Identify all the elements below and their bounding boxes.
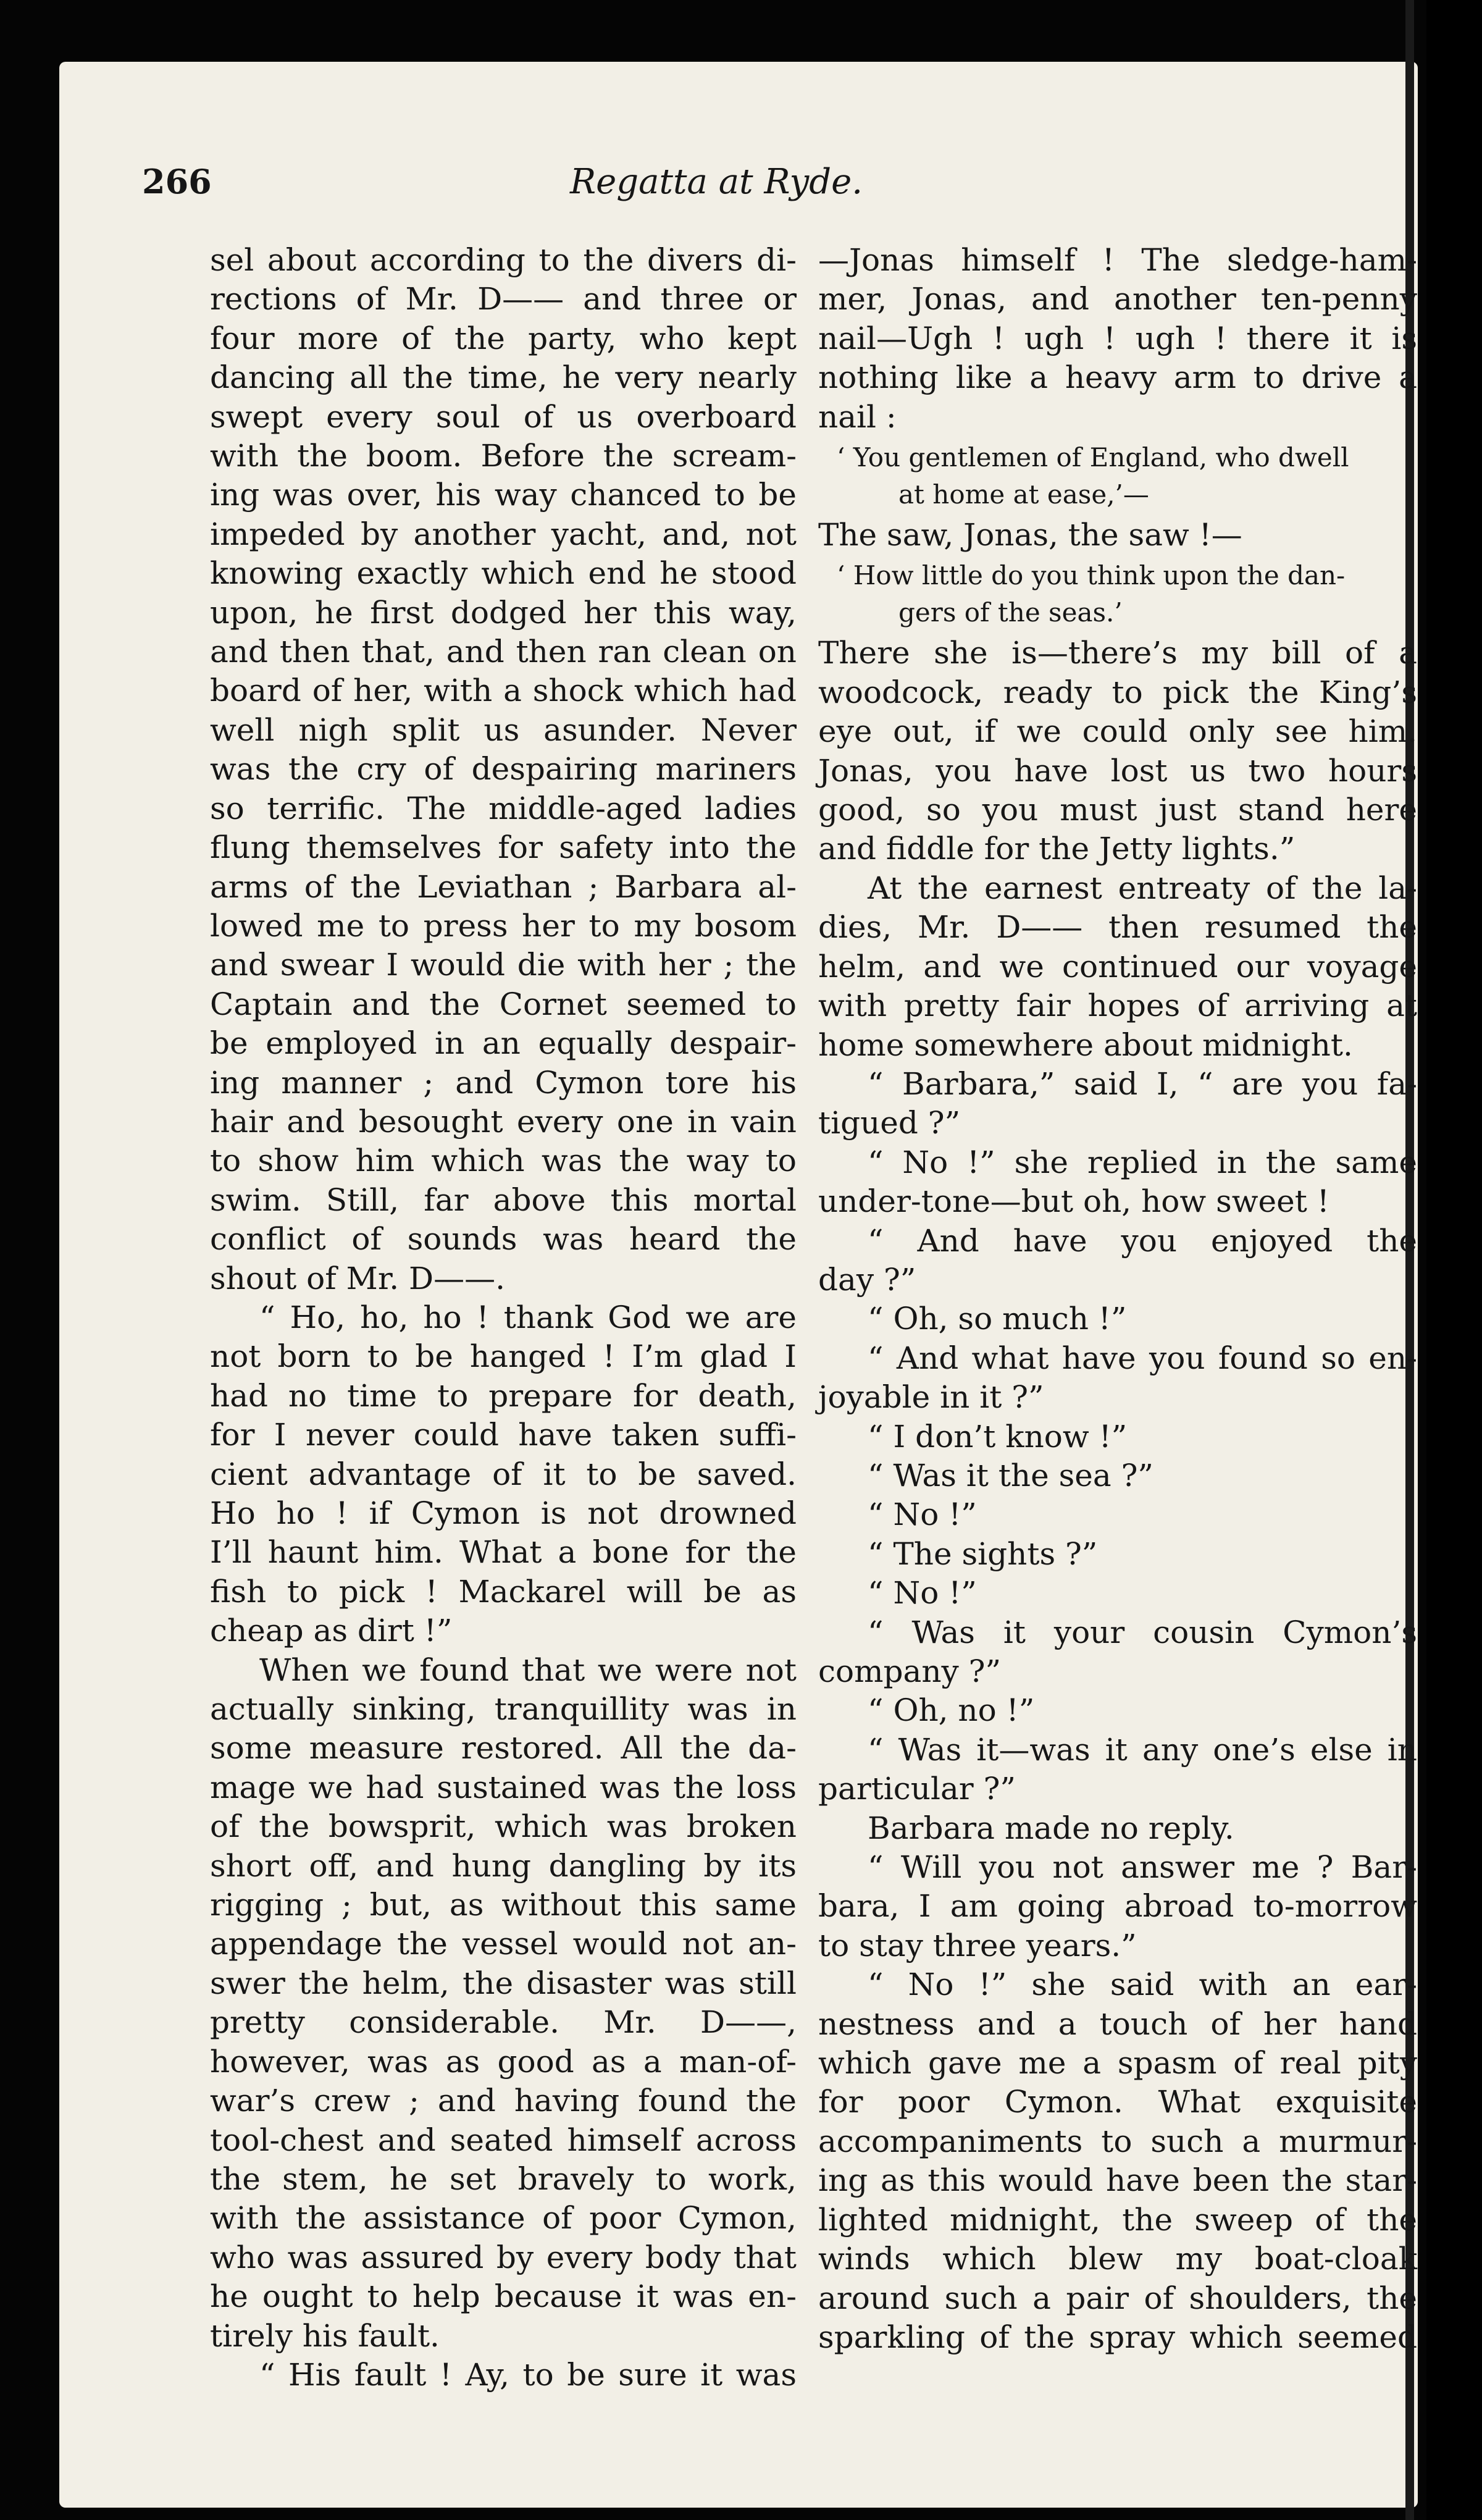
text-line: to show him which was the way to (210, 1143, 797, 1179)
text-line: impeded by another yacht, and, not (210, 516, 797, 552)
text-line: “ Was it your cousin Cymon’s (868, 1614, 1417, 1650)
text-line: ing manner ; and Cymon tore his (210, 1064, 797, 1101)
text-line: “ No !” she replied in the same (868, 1144, 1417, 1180)
text-line: with pretty fair hopes of arriving at (818, 988, 1417, 1024)
verse-quote-line: ‘ You gentlemen of England, who dwell (837, 442, 1349, 473)
text-line: lowed me to press her to my bosom (210, 907, 797, 944)
text-line: however, was as good as a man-of- (210, 2043, 797, 2080)
text-line: fish to pick ! Mackarel will be as (210, 1573, 797, 1610)
page-header (142, 162, 1291, 217)
text-line: board of her, with a shock which had (210, 673, 797, 709)
text-line: accompaniments to such a murmur- (818, 2123, 1417, 2159)
verse-quote-line: at home at ease,’— (898, 479, 1149, 510)
text-line: some measure restored. All the da- (210, 1730, 797, 1766)
text-line: “ No !” (868, 1497, 977, 1533)
text-line: shout of Mr. D——. (210, 1260, 506, 1296)
text-line: woodcock, ready to pick the King’s (818, 674, 1417, 710)
text-line: dancing all the time, he very nearly (210, 359, 797, 396)
text-line: At the earnest entreaty of the la- (868, 870, 1417, 906)
text-line: —Jonas himself ! The sledge-ham- (818, 242, 1417, 278)
text-line: home somewhere about midnight. (818, 1027, 1353, 1063)
text-line: well nigh split us asunder. Never (210, 712, 797, 748)
text-line: with the boom. Before the scream- (210, 438, 797, 474)
text-line: joyable in it ?” (818, 1379, 1044, 1416)
text-line: Captain and the Cornet seemed to (210, 986, 797, 1022)
text-line: he ought to help because it was en- (210, 2278, 797, 2315)
text-line: mer, Jonas, and another ten-penny (818, 281, 1417, 317)
text-line: nail : (818, 398, 897, 435)
text-line: war’s crew ; and having found the (210, 2083, 797, 2119)
text-line: Ho ho ! if Cymon is not drowned (210, 1495, 797, 1531)
text-line: dies, Mr. D—— then resumed the (818, 909, 1417, 946)
text-line: “ Was it the sea ?” (868, 1457, 1153, 1493)
text-line: “ And have you enjoyed the (868, 1222, 1417, 1259)
text-line: day ?” (818, 1261, 916, 1298)
text-line: tirely his fault. (210, 2317, 440, 2354)
text-line: actually sinking, tranquillity was in (210, 1691, 797, 1728)
page-number: 266 (142, 162, 212, 201)
text-line: sparkling of the spray which seemed (818, 2319, 1417, 2355)
text-line: bara, I am going abroad to-morrow (818, 1888, 1417, 1925)
text-line: of the bowsprit, which was broken (210, 1808, 797, 1845)
text-line: “ Oh, no !” (868, 1692, 1035, 1729)
text-line: for I never could have taken suffi- (210, 1417, 797, 1453)
text-line: hair and besought every one in vain (210, 1103, 797, 1140)
text-line: sel about according to the divers di- (210, 242, 797, 278)
text-line: under-tone—but oh, how sweet ! (818, 1183, 1329, 1220)
text-line: winds which blew my boat-cloak (818, 2241, 1417, 2277)
text-line: “ Was it—was it any one’s else in (868, 1731, 1417, 1768)
text-line: knowing exactly which end he stood (210, 555, 797, 592)
text-line: pretty considerable. Mr. D——, (210, 2004, 797, 2041)
left-column (210, 241, 797, 2395)
text-line: who was assured by every body that (210, 2239, 797, 2275)
scan-dark-edge (1426, 0, 1482, 2520)
text-line: nail—Ugh ! ugh ! ugh ! there it is (818, 320, 1417, 356)
text-line: conflict of sounds was heard the (210, 1221, 797, 1258)
text-line: four more of the party, who kept (210, 320, 797, 356)
text-line: ing as this would have been the star- (818, 2162, 1417, 2199)
text-line: “ His fault ! Ay, to be sure it was (259, 2356, 797, 2393)
text-line: The saw, Jonas, the saw !— (818, 517, 1242, 553)
text-line: and fiddle for the Jetty lights.” (818, 831, 1296, 867)
text-line: around such a pair of shoulders, the (818, 2280, 1417, 2316)
text-line: “ The sights ?” (868, 1535, 1098, 1572)
right-column (818, 241, 1417, 2357)
text-line: rections of Mr. D—— and three or (210, 281, 797, 317)
text-line: flung themselves for safety into the (210, 830, 797, 866)
text-line: the stem, he set bravely to work, (210, 2161, 797, 2197)
text-line: “ Ho, ho, ho ! thank God we are (259, 1299, 797, 1335)
text-line: “ No !” (868, 1575, 977, 1611)
text-line: nothing like a heavy arm to drive a (818, 359, 1417, 396)
text-line: “ I don’t know !” (868, 1418, 1128, 1455)
text-line: good, so you must just stand here (818, 792, 1417, 828)
text-line: “ Barbara,” said I, “ are you fa- (868, 1065, 1417, 1102)
text-line: appendage the vessel would not an- (210, 1926, 797, 1962)
text-line: “ And what have you found so en- (868, 1340, 1417, 1376)
text-line: Barbara made no reply. (868, 1810, 1234, 1846)
text-line: cient advantage of it to be saved. (210, 1456, 797, 1492)
text-line: There she is—there’s my bill of a (818, 635, 1417, 671)
text-line: I’ll haunt him. What a bone for the (210, 1534, 797, 1571)
text-line: When we found that we were not (259, 1652, 797, 1688)
text-line: rigging ; but, as without this same (210, 1887, 797, 1923)
text-line: and then that, and then ran clean on (210, 634, 797, 670)
text-line: swept every soul of us overboard (210, 398, 797, 435)
text-line: “ No !” she said with an ear- (868, 1967, 1417, 2003)
text-line: was the cry of despairing mariners (210, 751, 797, 788)
text-line: tigued ?” (818, 1105, 961, 1141)
text-line: arms of the Leviathan ; Barbara al- (210, 868, 797, 905)
text-line: “ Oh, so much !” (868, 1301, 1127, 1337)
text-line: and swear I would die with her ; the (210, 947, 797, 983)
text-line: be employed in an equally despair- (210, 1025, 797, 1062)
text-line: for poor Cymon. What exquisite (818, 2084, 1417, 2120)
text-line: with the assistance of poor Cymon, (210, 2200, 797, 2236)
text-line: Jonas, you have lost us two hours (818, 752, 1417, 789)
text-line: to stay three years.” (818, 1927, 1137, 1964)
verse-quote-line: gers of the seas.’ (898, 597, 1123, 628)
running-title: Regatta at Ryde. (569, 162, 863, 202)
text-line: helm, and we continued our voyage (818, 948, 1417, 985)
text-line: cheap as dirt !” (210, 1613, 453, 1649)
text-line: company ?” (818, 1653, 1002, 1689)
text-line: eye out, if we could only see him. (818, 713, 1417, 750)
text-line: mage we had sustained was the loss (210, 1769, 797, 1805)
text-line: nestness and a touch of her hand (818, 2006, 1417, 2042)
text-line: which gave me a spasm of real pity (818, 2045, 1417, 2081)
text-line: “ Will you not answer me ? Bar- (868, 1849, 1417, 1886)
text-line: swer the helm, the disaster was still (210, 1965, 797, 2001)
text-line: particular ?” (818, 1771, 1016, 1807)
text-line: upon, he first dodged her this way, (210, 594, 797, 631)
text-line: short off, and hung dangling by its (210, 1847, 797, 1884)
text-line: so terrific. The middle-aged ladies (210, 790, 797, 826)
text-line: ing was over, his way chanced to be (210, 477, 797, 513)
text-line: had no time to prepare for death, (210, 1377, 797, 1414)
text-line: lighted midnight, the sweep of the (818, 2201, 1417, 2238)
text-line: tool-chest and seated himself across (210, 2122, 797, 2158)
verse-quote-line: ‘ How little do you think upon the dan- (837, 560, 1346, 591)
text-line: not born to be hanged ! I’m glad I (210, 1338, 797, 1375)
text-line: swim. Still, far above this mortal (210, 1182, 797, 1218)
